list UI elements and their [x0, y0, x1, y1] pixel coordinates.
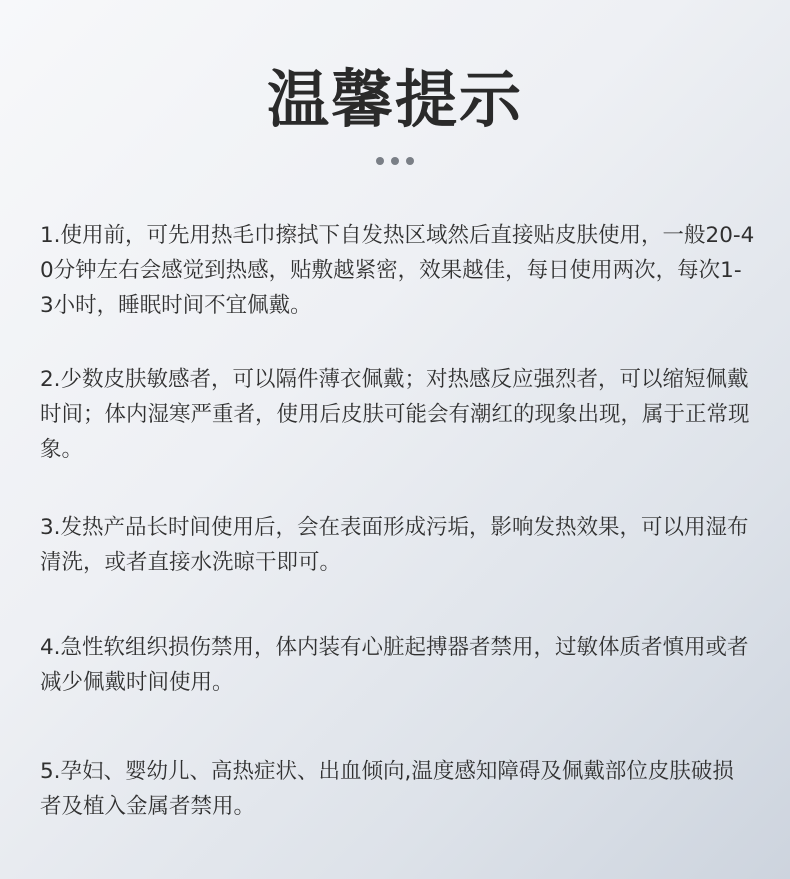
tip-paragraph-1: 1.使用前，可先用热毛巾擦拭下自发热区域然后直接贴皮肤使用，一般20-40分钟左右会感觉到热感，贴敷越紧密，效果越佳，每日使用两次，每次1-3小时，睡眠时间不宜佩戴。 — [40, 223, 755, 318]
tip-paragraph-2: 2.少数皮肤敏感者，可以隔件薄衣佩戴；对热感反应强烈者，可以缩短佩戴时间；体内湿寒严重者，使用后皮肤可能会有潮红的现象出现，属于正常现象。 — [40, 367, 750, 462]
divider-dot — [391, 157, 399, 165]
divider-dot — [406, 157, 414, 165]
title-divider-dots — [0, 157, 790, 165]
divider-dot — [376, 157, 384, 165]
tip-paragraph-4: 4.急性软组织损伤禁用，体内装有心脏起搏器者禁用，过敏体质者慎用或者减少佩戴时间使用。 — [40, 635, 749, 695]
page-title: 温馨提示 — [266, 63, 523, 136]
tip-paragraph-5: 5.孕妇、婴幼儿、高热症状、出血倾向,温度感知障碍及佩戴部位皮肤破损者及植入金属者禁用。 — [40, 759, 734, 819]
tip-paragraph-3: 3.发热产品长时间使用后，会在表面形成污垢，影响发热效果，可以用湿布清洗，或者直接水洗晾干即可。 — [40, 515, 749, 575]
